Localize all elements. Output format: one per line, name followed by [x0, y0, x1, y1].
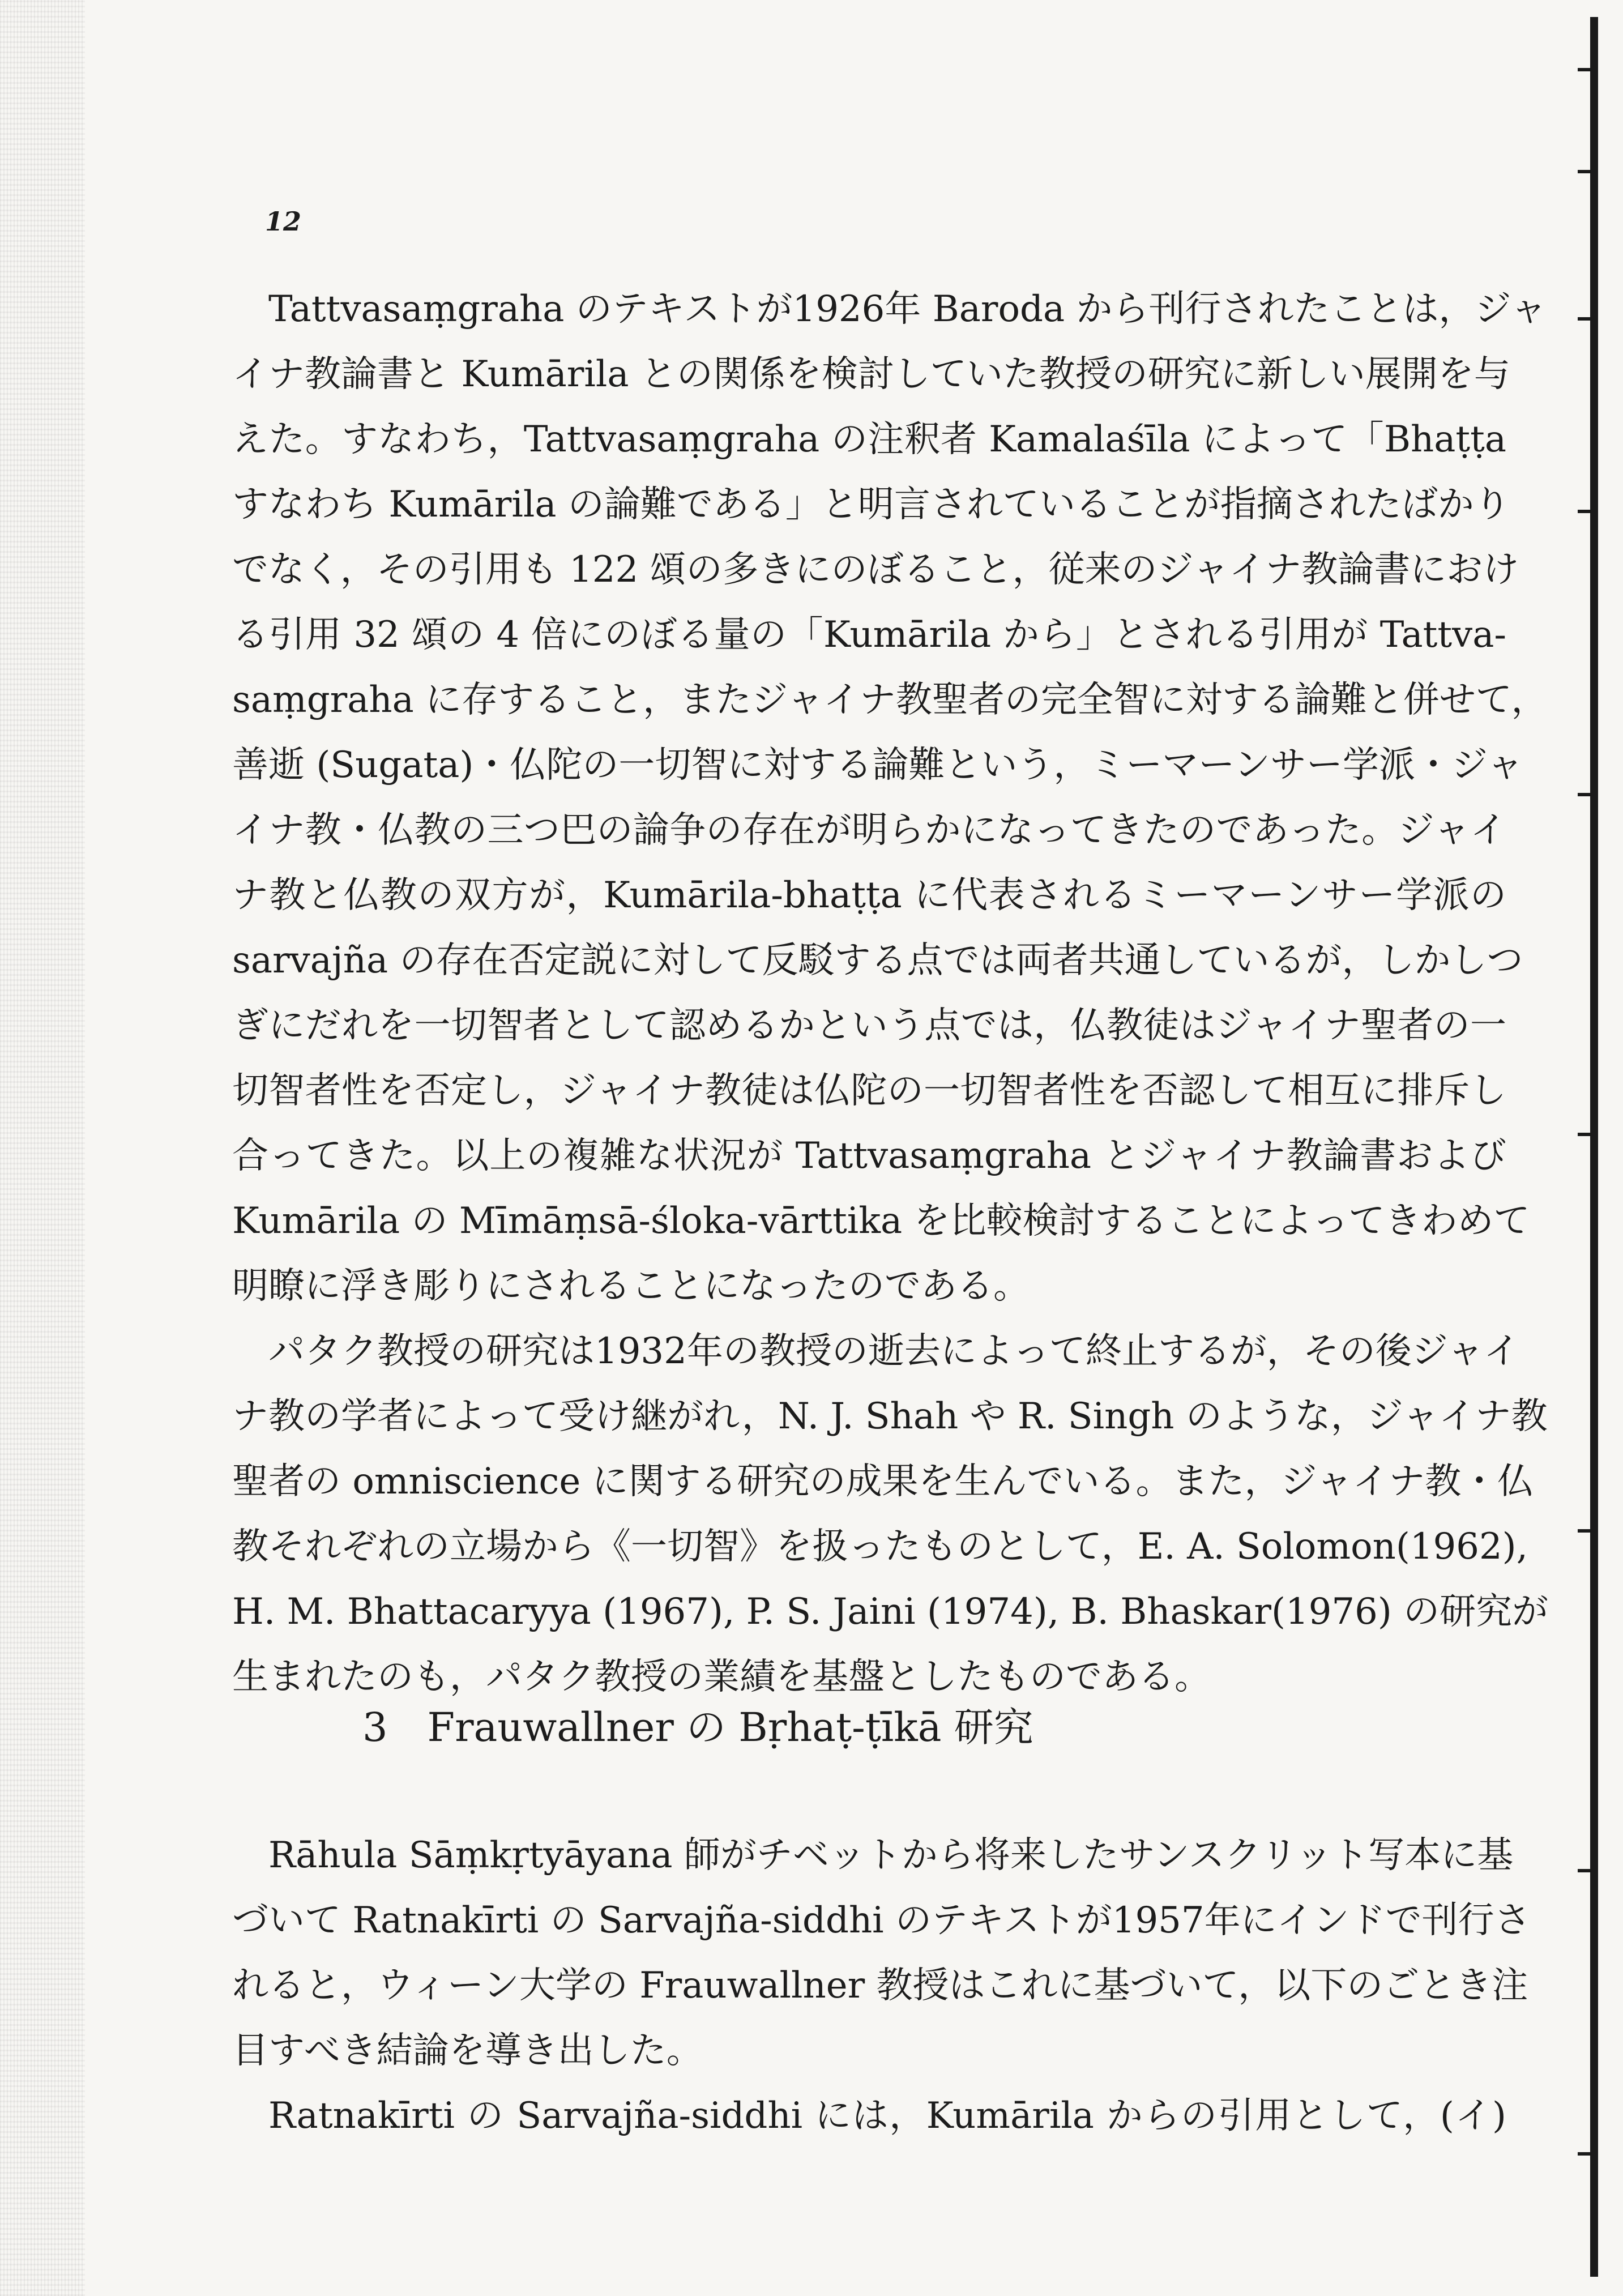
text-line: Tattvasaṃgraha のテキストが1926年 Baroda から刊行されたことは，ジャ [268, 288, 1547, 330]
text-line: Rāhula Sāṃkṛtyāyana 師がチベットから将来したサンスクリット写本に基 [268, 1834, 1514, 1876]
text-line: ナ教と仏教の双方が，Kumārila-bhaṭṭa に代表されるミーマーンサー学派の [232, 874, 1506, 916]
edge-tick [1578, 1529, 1590, 1533]
edge-tick [1578, 1133, 1590, 1136]
text-line: 生まれたのも，パタク教授の業績を基盤としたものである。 [232, 1656, 1211, 1698]
text-line: ナ教の学者によって受け継がれ，N. J. Shah や R. Singh のような，ジャイナ教 [232, 1395, 1548, 1437]
text-line: でなく，その引用も 122 頌の多きにのぼること，従来のジャイナ教論書におけ [232, 549, 1519, 591]
text-line: えた。すなわち，Tattvasaṃgraha の注釈者 Kamalaśīla によって「Bhaṭṭa [232, 419, 1506, 460]
edge-tick [1578, 1869, 1590, 1872]
edge-tick [1578, 510, 1590, 513]
text-line: る引用 32 頌の 4 倍にのぼる量の「Kumārila から」とされる引用が Tattva- [232, 614, 1506, 656]
text-line: saṃgraha に存すること，またジャイナ教聖者の完全智に対する論難と併せて， [232, 679, 1548, 721]
section-title: Frauwallner の Bṛhaṭ-ṭīkā 研究 [427, 1704, 1033, 1751]
text-line: すなわち Kumārila の論難である」と明言されていることが指摘されたばかり [232, 484, 1510, 526]
text-line: 聖者の omniscience に関する研究の成果を生んでいる。また，ジャイナ教・仏 [232, 1461, 1534, 1503]
edge-tick [1578, 317, 1590, 321]
page-number: 12 [265, 206, 302, 237]
section-number: 3 [362, 1704, 388, 1751]
page-edge-shadow [1590, 17, 1598, 2277]
section-heading [362, 1699, 1033, 1756]
edge-tick [1578, 68, 1590, 71]
text-line: H. M. Bhattacaryya (1967), P. S. Jaini (1974), B. Bhaskar(1976) の研究が [232, 1591, 1549, 1633]
text-line: 善逝 (Sugata)・仏陀の一切智に対する論難という，ミーマーンサー学派・ジャ [232, 744, 1523, 786]
text-line: イナ教論書と Kumārila との関係を検討していた教授の研究に新しい展開を与 [232, 353, 1510, 395]
edge-tick [1578, 793, 1590, 796]
text-line: 切智者性を否定し，ジャイナ教徒は仏陀の一切智者性を否認して相互に排斥し [232, 1070, 1506, 1112]
text-line: Ratnakīrti の Sarvajña-siddhi には，Kumārila からの引用として，(イ) [268, 2095, 1506, 2137]
edge-tick [1578, 2152, 1590, 2156]
scan-shadow-left [0, 0, 85, 2296]
text-line: れると，ウィーン大学の Frauwallner 教授はこれに基づいて，以下のごとき注 [232, 1965, 1528, 2007]
text-line: Kumārila の Mīmāṃsā-śloka-vārttika を比較検討することによってきわめて [232, 1200, 1530, 1242]
text-line: 教それぞれの立場から《一切智》を扱ったものとして，E. A. Solomon(1962), [232, 1526, 1528, 1568]
text-line: sarvajña の存在否定説に対して反駁する点では両者共通しているが，しかしつ [232, 940, 1523, 981]
text-line: 明瞭に浮き彫りにされることになったのである。 [232, 1265, 1030, 1307]
text-line: ぎにだれを一切智者として認めるかという点では，仏教徒はジャイナ聖者の一 [232, 1005, 1506, 1047]
edge-tick [1578, 170, 1590, 173]
text-line: パタク教授の研究は1932年の教授の逝去によって終止するが，その後ジャイ [268, 1330, 1520, 1372]
text-line: 目すべき結論を導き出した。 [232, 2030, 703, 2072]
text-line: イナ教・仏教の三つ巴の論争の存在が明らかになってきたのであった。ジャイ [232, 809, 1506, 851]
text-line: づいて Ratnakīrti の Sarvajña-siddhi のテキストが1957年にインドで刊行さ [232, 1900, 1531, 1941]
text-line: 合ってきた。以上の複雑な状況が Tattvasaṃgraha とジャイナ教論書および [232, 1135, 1506, 1177]
